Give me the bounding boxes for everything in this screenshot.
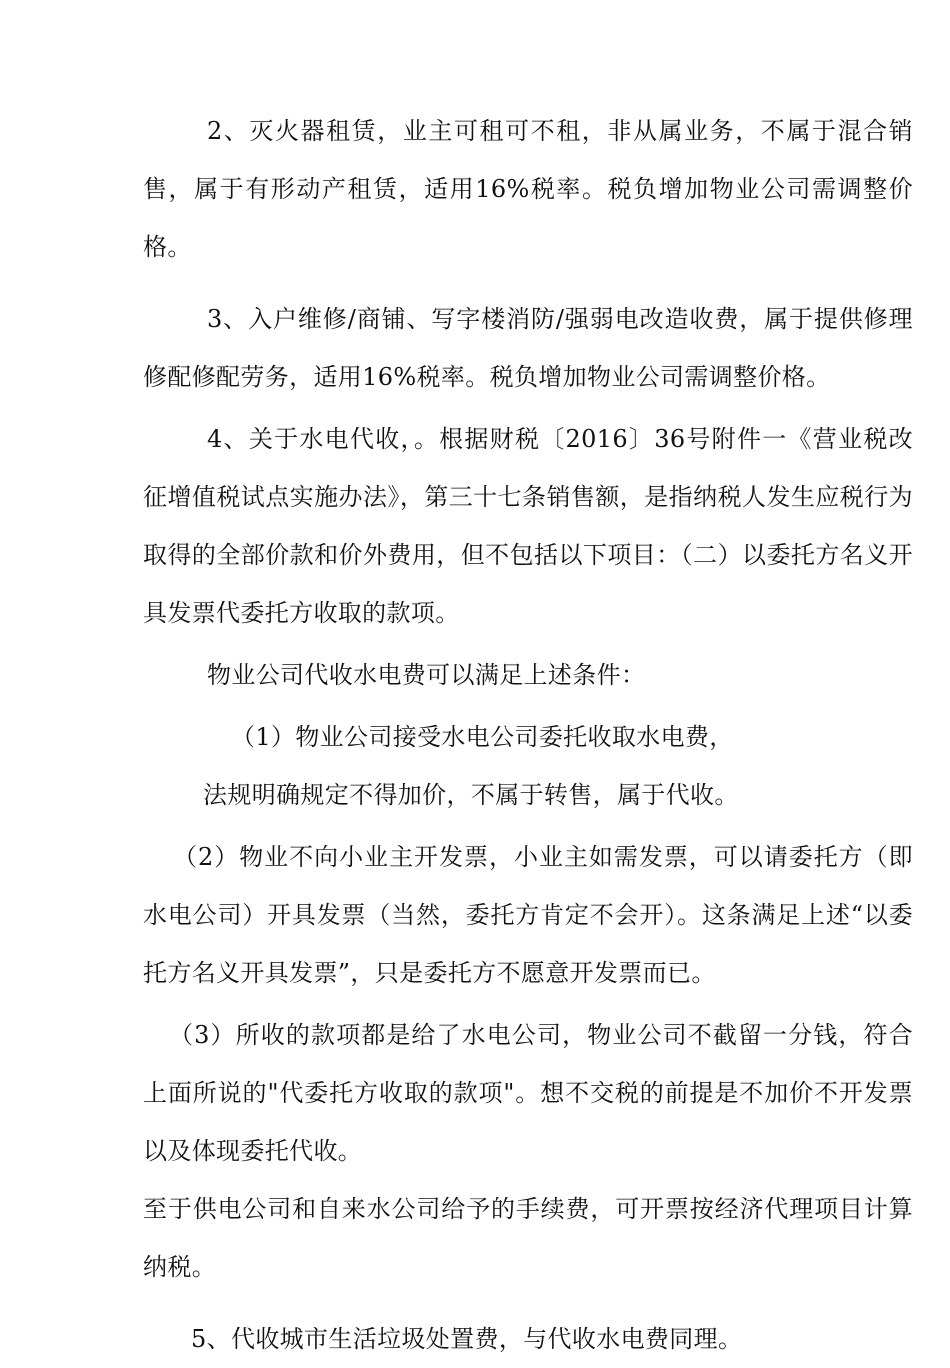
paragraph-condition-1-cont: 法规明确规定不得加价，不属于转售，属于代收。 <box>203 781 739 809</box>
paragraph-condition-1: （1）物业公司接受水电公司委托收取水电费， <box>231 723 734 751</box>
paragraph-item-5: 5、代收城市生活垃圾处置费，与代收水电费同理。 <box>191 1325 743 1353</box>
paragraph-conditions-intro: 物业公司代收水电费可以满足上述条件： <box>207 661 646 689</box>
paragraph-item-2: 2、灭火器租赁，业主可租可不租，非从属业务，不属于混合销售，属于有形动产租赁，适用16%税率。税负增加物业公司需调整价格。 <box>143 117 913 261</box>
paragraph-item-4: 4、关于水电代收，。根据财税〔2016〕36号附件一《营业税改征增值税试点实施办法》，第三十七条销售额，是指纳税人发生应税行为取得的全部价款和价外费用，但不包括以下项目：（二）以委托方名义开具发票代委托方收取的款项。 <box>143 425 913 627</box>
paragraph-condition-3: （3）所收的款项都是给了水电公司，物业公司不截留一分钱，符合上面所说的"代委托方收取的款项"。想不交税的前提是不加价不开发票以及体现委托代收。 <box>143 1021 913 1165</box>
paragraph-item-3: 3、入户维修/商铺、写字楼消防/强弱电改造收费，属于提供修理修配修配劳务，适用16%税率。税负增加物业公司需调整价格。 <box>143 305 913 391</box>
paragraph-handling-fee: 至于供电公司和自来水公司给予的手续费，可开票按经济代理项目计算纳税。 <box>143 1195 913 1281</box>
paragraph-condition-2: （2）物业不向小业主开发票，小业主如需发票，可以请委托方（即水电公司）开具发票（当然，委托方肯定不会开）。这条满足上述“以委托方名义开具发票”，只是委托方不愿意开发票而已。 <box>143 843 913 987</box>
document-body <box>143 102 913 1368</box>
